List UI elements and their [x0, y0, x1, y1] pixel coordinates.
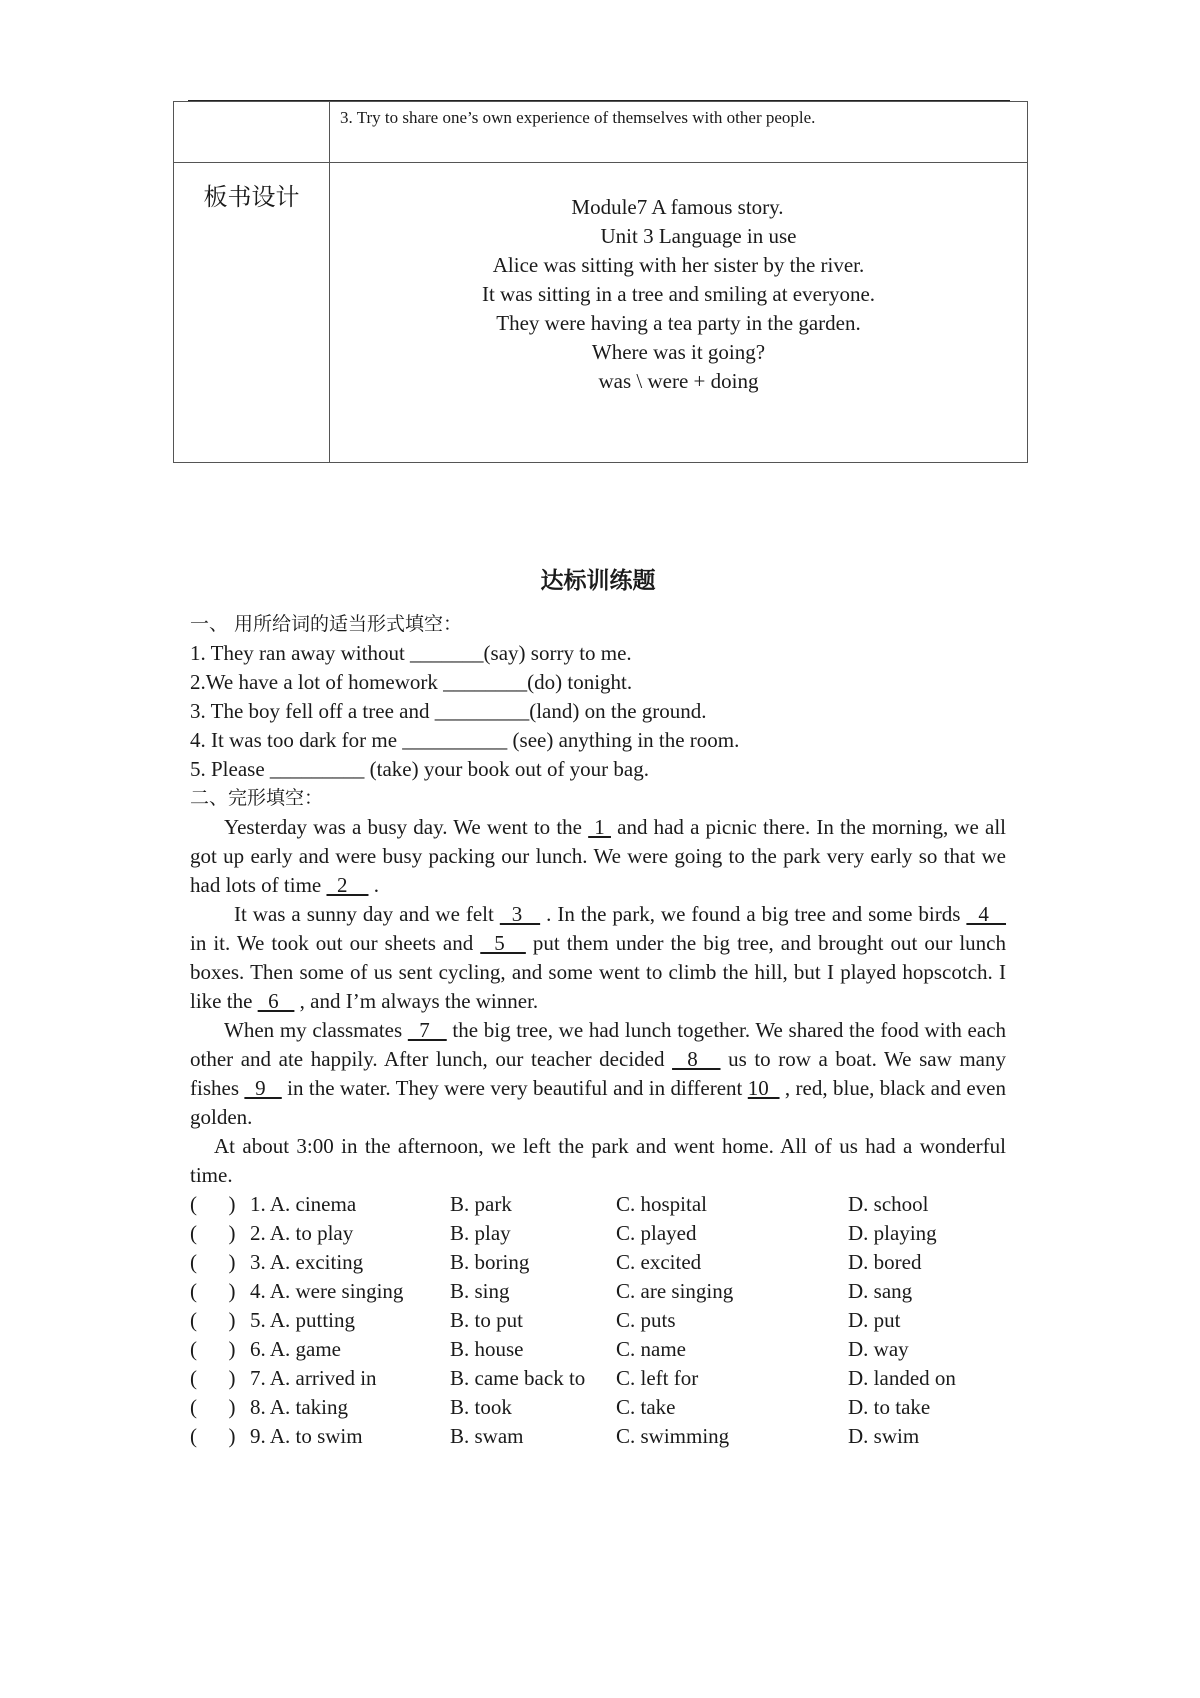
question-row	[190, 1335, 1006, 1364]
board-design-content	[330, 163, 1028, 463]
section2-heading: 二、完形填空：	[190, 787, 324, 809]
option-a: 9. A. to swim	[250, 1424, 363, 1448]
cloze-blank: 10	[747, 1076, 780, 1100]
fill-in-item: 3. The boy fell off a tree and _________(land) on the ground.	[190, 699, 707, 723]
option-b: B. boring	[450, 1250, 530, 1274]
board-line: Alice was sitting with her sister by the river.	[492, 253, 865, 277]
answer-paren: ( )	[190, 1250, 236, 1274]
cloze-blank: 4	[966, 902, 1007, 926]
option-c: C. left for	[616, 1366, 699, 1390]
cloze-blank: 8	[672, 1047, 721, 1071]
option-a: 5. A. putting	[250, 1308, 356, 1332]
cloze-blank: 7	[407, 1018, 447, 1042]
board-line: They were having a tea party in the garden.	[496, 311, 861, 335]
question-row	[190, 1219, 1006, 1248]
passage-text: It was a sunny day and we felt	[234, 902, 500, 926]
board-line: Where was it going?	[591, 340, 766, 364]
passage-text: in the water. They were very beautiful and in different	[281, 1076, 748, 1100]
cloze-blank: 9	[244, 1076, 282, 1100]
cloze-blank: 3	[499, 902, 541, 926]
answer-paren: ( )	[190, 1424, 236, 1448]
answer-paren: ( )	[190, 1221, 236, 1245]
passage-text: When my classmates	[224, 1018, 408, 1042]
option-d: D. playing	[848, 1221, 937, 1245]
option-d: D. sang	[848, 1279, 913, 1303]
option-c: C. take	[616, 1395, 676, 1419]
fill-in-item: 5. Please _________ (take) your book out of your bag.	[190, 757, 649, 781]
passage-text: , and I’m always the winner.	[294, 989, 539, 1013]
section1-heading: 一、 用所给词的适当形式填空：	[190, 613, 463, 635]
passage-text: . In the park, we found a big tree and some birds	[540, 902, 967, 926]
option-d: D. swim	[848, 1424, 920, 1448]
option-d: D. landed on	[848, 1366, 956, 1390]
option-c: C. are singing	[616, 1279, 734, 1303]
answer-paren: ( )	[190, 1337, 236, 1361]
option-d: D. school	[848, 1192, 929, 1216]
option-b: B. took	[450, 1395, 512, 1419]
lesson-plan-table	[173, 101, 1028, 463]
question-row	[190, 1248, 1006, 1277]
board-line: Module7 A famous story.	[571, 195, 784, 219]
option-b: B. house	[450, 1337, 524, 1361]
answer-paren: ( )	[190, 1395, 236, 1419]
answer-paren: ( )	[190, 1308, 236, 1332]
option-d: D. to take	[848, 1395, 931, 1419]
option-d: D. bored	[848, 1250, 922, 1274]
cloze-blank: 1	[588, 815, 611, 839]
answer-paren: ( )	[190, 1192, 236, 1216]
option-b: B. swam	[450, 1424, 524, 1448]
question-row	[190, 1364, 1006, 1393]
option-a: 4. A. were singing	[250, 1279, 404, 1303]
exercise-title: 达标训练题	[540, 568, 656, 594]
option-d: D. put	[848, 1308, 901, 1332]
option-a: 7. A. arrived in	[250, 1366, 377, 1390]
passage-text: in it. We took out our sheets and	[190, 931, 481, 955]
cloze-paragraph: At about 3:00 in the afternoon, we left the park and went home. All of us had a wonderful time.	[190, 1134, 1006, 1187]
fill-in-item: 1. They ran away without _______(say) sorry to me.	[190, 641, 632, 665]
question-row	[190, 1422, 1006, 1451]
passage-text: the big tree, we had lunch together. We shared the food with each other and ate happily. After lunch, our teacher decided	[190, 1018, 1007, 1071]
cloze-paragraph	[190, 1016, 1006, 1132]
option-c: C. puts	[616, 1308, 676, 1332]
option-a: 2. A. to play	[250, 1221, 354, 1245]
fill-in-item: 4. It was too dark for me __________ (see) anything in the room.	[190, 728, 740, 752]
option-c: C. name	[616, 1337, 686, 1361]
question-row	[190, 1190, 1006, 1219]
board-line: Unit 3 Language in use	[600, 224, 797, 248]
passage-text: us to row a boat. We saw many fishes	[190, 1047, 1006, 1100]
board-design-row	[174, 163, 1028, 463]
exercise-content	[190, 610, 1006, 1451]
option-b: B. came back to	[450, 1366, 586, 1390]
option-b: B. park	[450, 1192, 512, 1216]
option-c: C. hospital	[616, 1192, 708, 1216]
cloze-blank: 2	[326, 873, 369, 897]
question-row	[190, 1306, 1006, 1335]
cloze-paragraph	[190, 900, 1006, 1016]
option-a: 3. A. exciting	[250, 1250, 364, 1274]
option-b: B. play	[450, 1221, 511, 1245]
option-b: B. to put	[450, 1308, 523, 1332]
board-design-header: 板书设计	[174, 163, 330, 463]
option-a: 6. A. game	[250, 1337, 341, 1361]
board-line: It was sitting in a tree and smiling at everyone.	[481, 282, 876, 306]
passage-text: and had a picnic there. In the morning, we all got up early and were busy packing our lunch. We were going to the park very early so that we had lots of time	[190, 815, 1007, 897]
passage-text: Yesterday was a busy day. We went to the	[224, 815, 589, 839]
option-b: B. sing	[450, 1279, 510, 1303]
answer-paren: ( )	[190, 1279, 236, 1303]
passage-text: , red, blue, black and even golden.	[190, 1076, 1006, 1129]
board-line: was \ were + doing	[598, 369, 759, 393]
option-c: C. excited	[616, 1250, 702, 1274]
cloze-paragraph	[190, 813, 1006, 900]
objective-row	[174, 102, 1028, 163]
objective-label-cell	[174, 102, 330, 163]
question-row	[190, 1393, 1006, 1422]
option-a: 1. A. cinema	[250, 1192, 357, 1216]
option-c: C. played	[616, 1221, 697, 1245]
question-list	[190, 1190, 1006, 1451]
option-a: 8. A. taking	[250, 1395, 348, 1419]
option-c: C. swimming	[616, 1424, 730, 1448]
cloze-blank: 6	[257, 989, 295, 1013]
fill-in-item: 2.We have a lot of homework ________(do) tonight.	[190, 670, 633, 694]
passage-text: .	[368, 873, 379, 897]
passage-text: put them under the big tree, and brought out our lunch boxes. Then some of us sent cycling, and some went to climb the hill, but I played hopscotch. I like the	[190, 931, 1006, 1013]
objective-text: 3. Try to share one’s own experience of themselves with other people.	[330, 102, 1028, 163]
answer-paren: ( )	[190, 1366, 236, 1390]
question-row	[190, 1277, 1006, 1306]
cloze-blank: 5	[480, 931, 526, 955]
option-d: D. way	[848, 1337, 909, 1361]
